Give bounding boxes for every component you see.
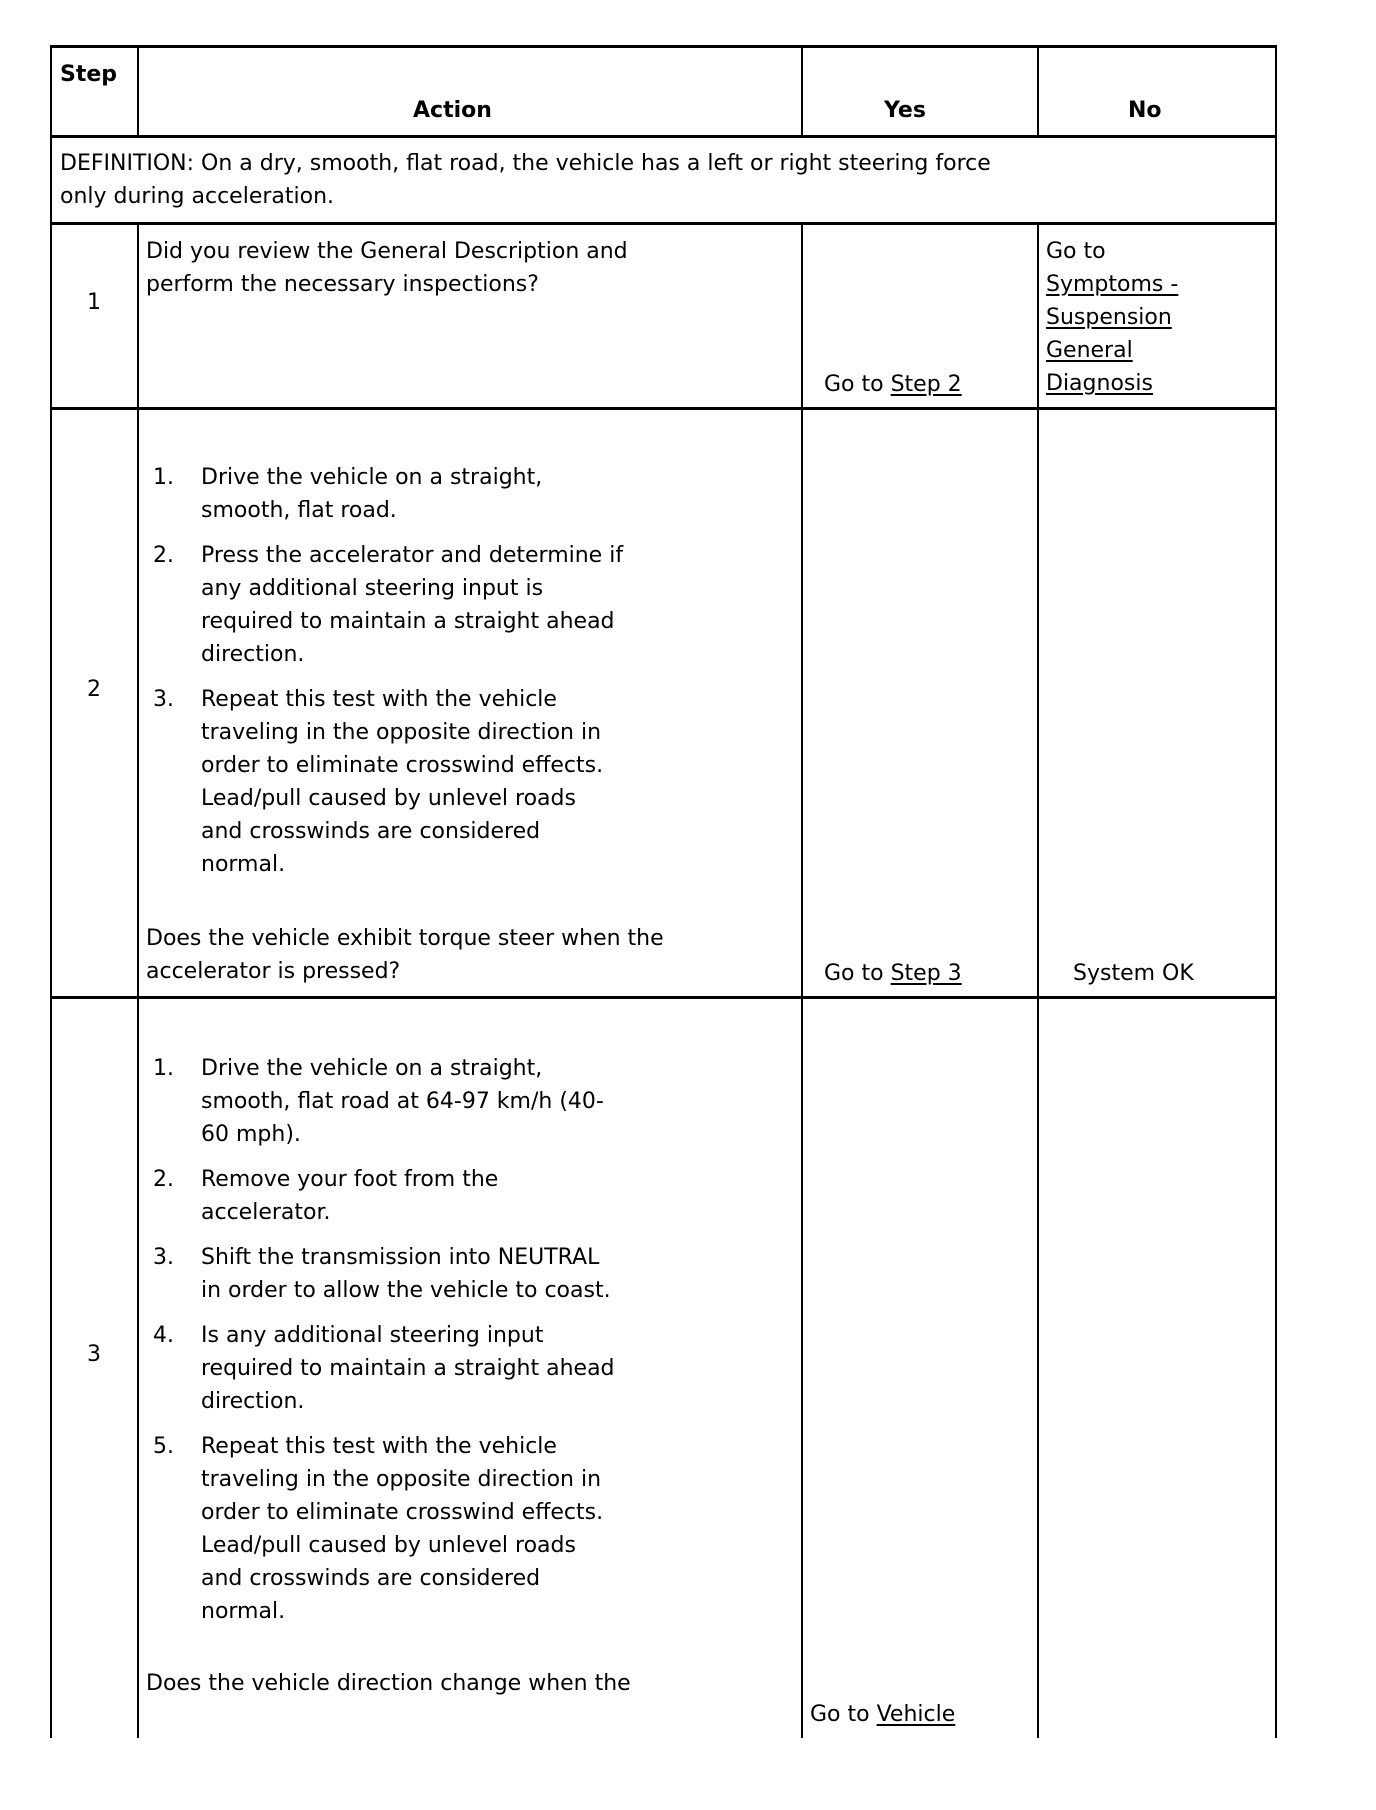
header-no: No [1128,98,1162,123]
item-number: 5. [153,1434,174,1459]
definition-divider [50,222,1277,225]
item-line: 60 mph). [201,1122,301,1147]
question-text [146,922,664,988]
yes-prefix: Go to [810,1702,877,1727]
no-prefix: Go to [1046,239,1106,264]
col-divider-yes [801,222,803,1738]
item-line: required to maintain a straight ahead [201,1356,615,1381]
item-line: Lead/pull caused by unlevel roads [201,786,576,811]
item-line: and crosswinds are considered [201,819,541,844]
link-step-2[interactable]: Step 2 [890,372,962,397]
item-line: traveling in the opposite direction in [201,1467,602,1492]
header-divider [50,135,1277,138]
list-item [146,1241,786,1307]
item-line: normal. [201,1599,286,1624]
definition-text [60,147,991,213]
instruction-list [146,1052,786,1640]
action-text [146,235,628,301]
item-line: Press the accelerator and determine if [201,543,624,568]
item-line: required to maintain a straight ahead [201,609,615,634]
question-text [146,1667,631,1700]
item-line: Repeat this test with the vehicle [201,1434,557,1459]
yes-prefix: Go to [824,372,891,397]
col-divider-yes [801,45,803,135]
list-item [146,1319,786,1418]
action-line: perform the necessary inspections? [146,272,539,297]
item-line: Is any additional steering input [201,1323,544,1348]
question-line: Does the vehicle direction change when the [146,1671,631,1696]
col-divider-no [1037,45,1039,135]
definition-line: DEFINITION: On a dry, smooth, flat road, the vehicle has a left or right steering force [60,151,991,176]
item-number: 2. [153,1167,174,1192]
list-item [146,1430,786,1628]
table-border-top [50,45,1277,48]
item-line: and crosswinds are considered [201,1566,541,1591]
header-action: Action [413,98,492,123]
item-line: order to eliminate crosswind effects. [201,1500,604,1525]
item-line: in order to allow the vehicle to coast. [201,1278,611,1303]
link-vehicle[interactable]: Vehicle [876,1702,956,1727]
item-line: smooth, flat road. [201,498,397,523]
row2-divider [50,996,1277,999]
item-line: smooth, flat road at 64-97 km/h (40- [201,1089,604,1114]
item-line: Drive the vehicle on a straight, [201,465,543,490]
row1-divider [50,407,1277,410]
link-step-3[interactable]: Step 3 [890,961,962,986]
yes-prefix: Go to [824,961,891,986]
table-border-right [1275,45,1277,1738]
item-number: 3. [153,1245,174,1270]
no-cell [1046,235,1178,400]
list-item [146,1052,786,1151]
question-line: Does the vehicle exhibit torque steer when the [146,926,664,951]
item-number: 1. [153,465,174,490]
yes-cell [810,1698,955,1731]
question-line: accelerator is pressed? [146,959,401,984]
col-divider-action [137,45,139,135]
step-number: 2 [87,677,101,702]
list-item [146,683,786,881]
step-number: 1 [87,290,101,315]
list-item [146,1163,786,1229]
instruction-list [146,461,786,893]
item-line: traveling in the opposite direction in [201,720,602,745]
list-item [146,539,786,671]
link-symptoms-suspension-general-diagnosis[interactable] [1046,268,1178,400]
link-line[interactable]: Symptoms - [1046,272,1179,297]
item-number: 4. [153,1323,174,1348]
item-line: order to eliminate crosswind effects. [201,753,604,778]
item-line: Shift the transmission into NEUTRAL [201,1245,600,1270]
link-line[interactable]: Diagnosis [1046,371,1153,396]
col-divider-action [137,222,139,1738]
table-border-left [50,45,52,1738]
item-line: direction. [201,642,305,667]
col-divider-no [1037,222,1039,1738]
link-line[interactable]: General [1046,338,1133,363]
item-number: 3. [153,687,174,712]
item-line: any additional steering input is [201,576,544,601]
action-line: Did you review the General Description and [146,239,628,264]
no-cell: System OK [1073,961,1194,986]
list-item [146,461,786,527]
item-line: normal. [201,852,286,877]
item-line: Repeat this test with the vehicle [201,687,557,712]
item-line: Remove your foot from the [201,1167,499,1192]
yes-cell [824,368,962,401]
item-number: 2. [153,543,174,568]
definition-line: only during acceleration. [60,184,335,209]
item-line: direction. [201,1389,305,1414]
header-yes: Yes [884,98,926,123]
item-line: Drive the vehicle on a straight, [201,1056,543,1081]
step-number: 3 [87,1342,101,1367]
link-line[interactable]: Suspension [1046,305,1172,330]
item-line: Lead/pull caused by unlevel roads [201,1533,576,1558]
header-step: Step [60,62,118,87]
item-number: 1. [153,1056,174,1081]
item-line: accelerator. [201,1200,331,1225]
yes-cell [824,957,962,990]
